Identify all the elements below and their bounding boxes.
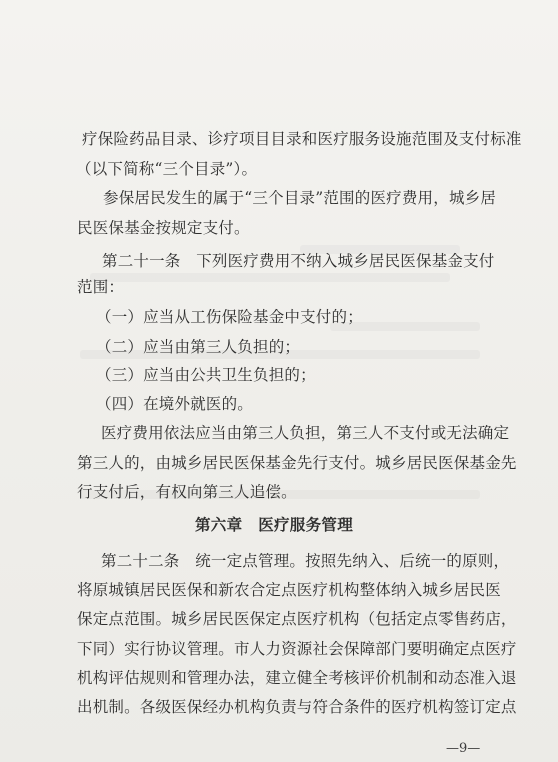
text-line: 范围：	[77, 278, 125, 296]
chapter-heading: 第六章 医疗服务管理	[195, 515, 354, 534]
list-item: （二）应当由第三人负担的；	[96, 338, 301, 356]
list-item: （三）应当由公共卫生负担的；	[96, 366, 316, 384]
article-21-line: 第二十一条 下列医疗费用不纳入城乡居民医保基金支付	[102, 252, 495, 270]
text-line: 机构评估规则和管理办法，建立健全考核评价机制和动态准入退	[77, 669, 517, 687]
text-line: 参保居民发生的属于“三个目录”范围的医疗费用，城乡居	[103, 189, 497, 207]
text-line: 保定点范围。城乡居民医保定点医疗机构（包括定点零售药店，	[77, 610, 517, 628]
text-line: 第三人的，由城乡居民医保基金先行支付。城乡居民医保基金先	[77, 454, 517, 472]
article-22-line: 第二十二条 统一定点管理。按照先纳入、后统一的原则，	[101, 552, 510, 570]
text-line: 行支付后，有权向第三人追偿。	[77, 483, 297, 501]
text-line: 疗保险药品目录、诊疗项目目录和医疗服务设施范围及支付标准	[82, 130, 522, 148]
text-line: 民医保基金按规定支付。	[77, 219, 250, 237]
text-line: 医疗费用依法应当由第三人负担，第三人不支付或无法确定	[101, 424, 510, 442]
text-line: （以下简称“三个目录”）。	[76, 160, 258, 178]
list-item: （一）应当从工伤保险基金中支付的；	[96, 308, 363, 326]
text-line: 将原城镇居民医保和新农合定点医疗机构整体纳入城乡居民医	[77, 581, 501, 599]
list-item: （四）在境外就医的。	[96, 395, 254, 413]
text-line: 下同）实行协议管理。市人力资源社会保障部门要明确定点医疗	[77, 640, 517, 658]
text-line: 出机制。各级医保经办机构负责与符合条件的医疗机构签订定点	[77, 698, 517, 716]
page-number: —9—	[446, 741, 481, 756]
